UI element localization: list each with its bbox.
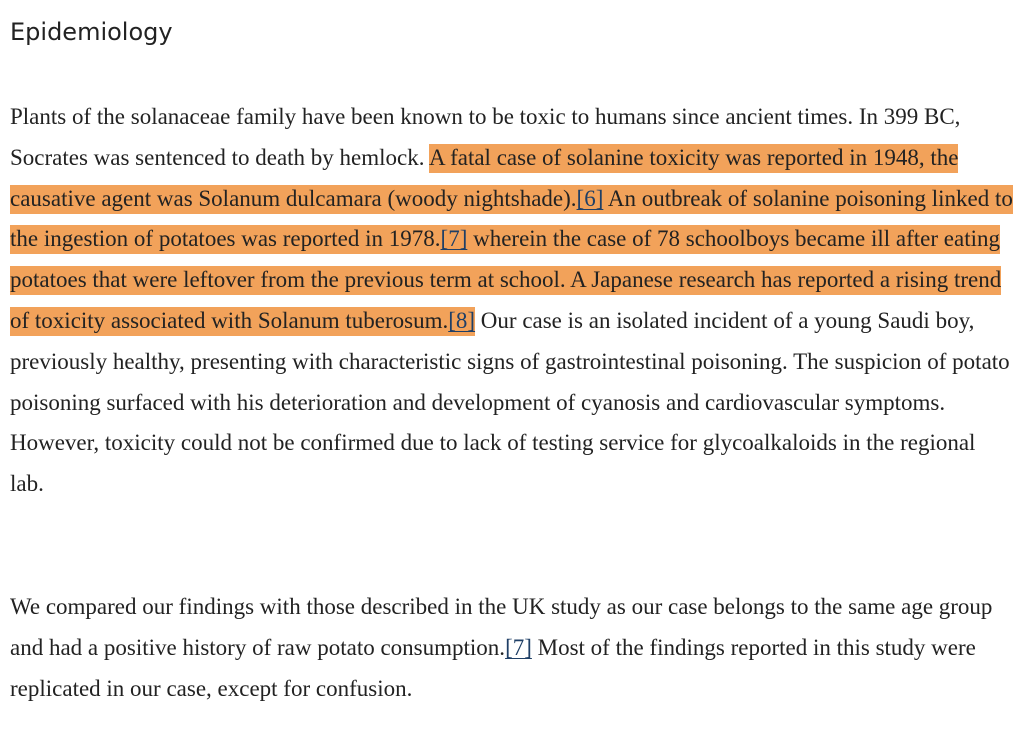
- paragraph-1: [10, 97, 1014, 505]
- citation-link-6[interactable]: [6]: [576, 185, 604, 211]
- highlight-text-c: wherein the case of 78 schoolboys became ill after eating potatoes that were leftover from the previous term at school. A Japanese research has reported a rising trend of toxicity associated with Solanum tuberosum.: [10, 226, 1002, 333]
- section-heading: Epidemiology: [10, 18, 173, 46]
- highlight-text-a: A fatal case of solanine toxicity was reported in 1948, the causative agent was Solanum dulcamara (woody nightshade).: [10, 144, 959, 211]
- paragraph-1-intro: Plants of the solanaceae family have been known to be toxic to humans since ancient times. In 399 BC, Socrates was sentenced to death by hemlock.: [10, 104, 961, 170]
- paragraph-2: [10, 587, 1014, 709]
- paragraph-1-rest: Our case is an isolated incident of a young Saudi boy, previously healthy, presenting with characteristic signs of gastrointestinal poisoning. The suspicion of potato poisoning surfaced with his deterioration and development of cyanosis and cardiovascular symptoms. However, toxicity could not be confirmed due to lack of testing service for glycoalkaloids in the regional lab.: [10, 307, 1010, 497]
- citation-link-8[interactable]: [8]: [448, 307, 476, 333]
- paragraph-2-text-a: We compared our findings with those described in the UK study as our case belongs to the same age group and had a positive history of raw potato consumption.: [10, 594, 993, 660]
- citation-link-7-second[interactable]: [7]: [505, 634, 532, 660]
- highlight-text-b: An outbreak of solanine poisoning linked to the ingestion of potatoes was reported in 1978.: [10, 185, 1013, 252]
- citation-link-7[interactable]: [7]: [440, 226, 468, 252]
- paragraph-2-text-b: Most of the findings reported in this study were replicated in our case, except for confusion.: [10, 634, 976, 701]
